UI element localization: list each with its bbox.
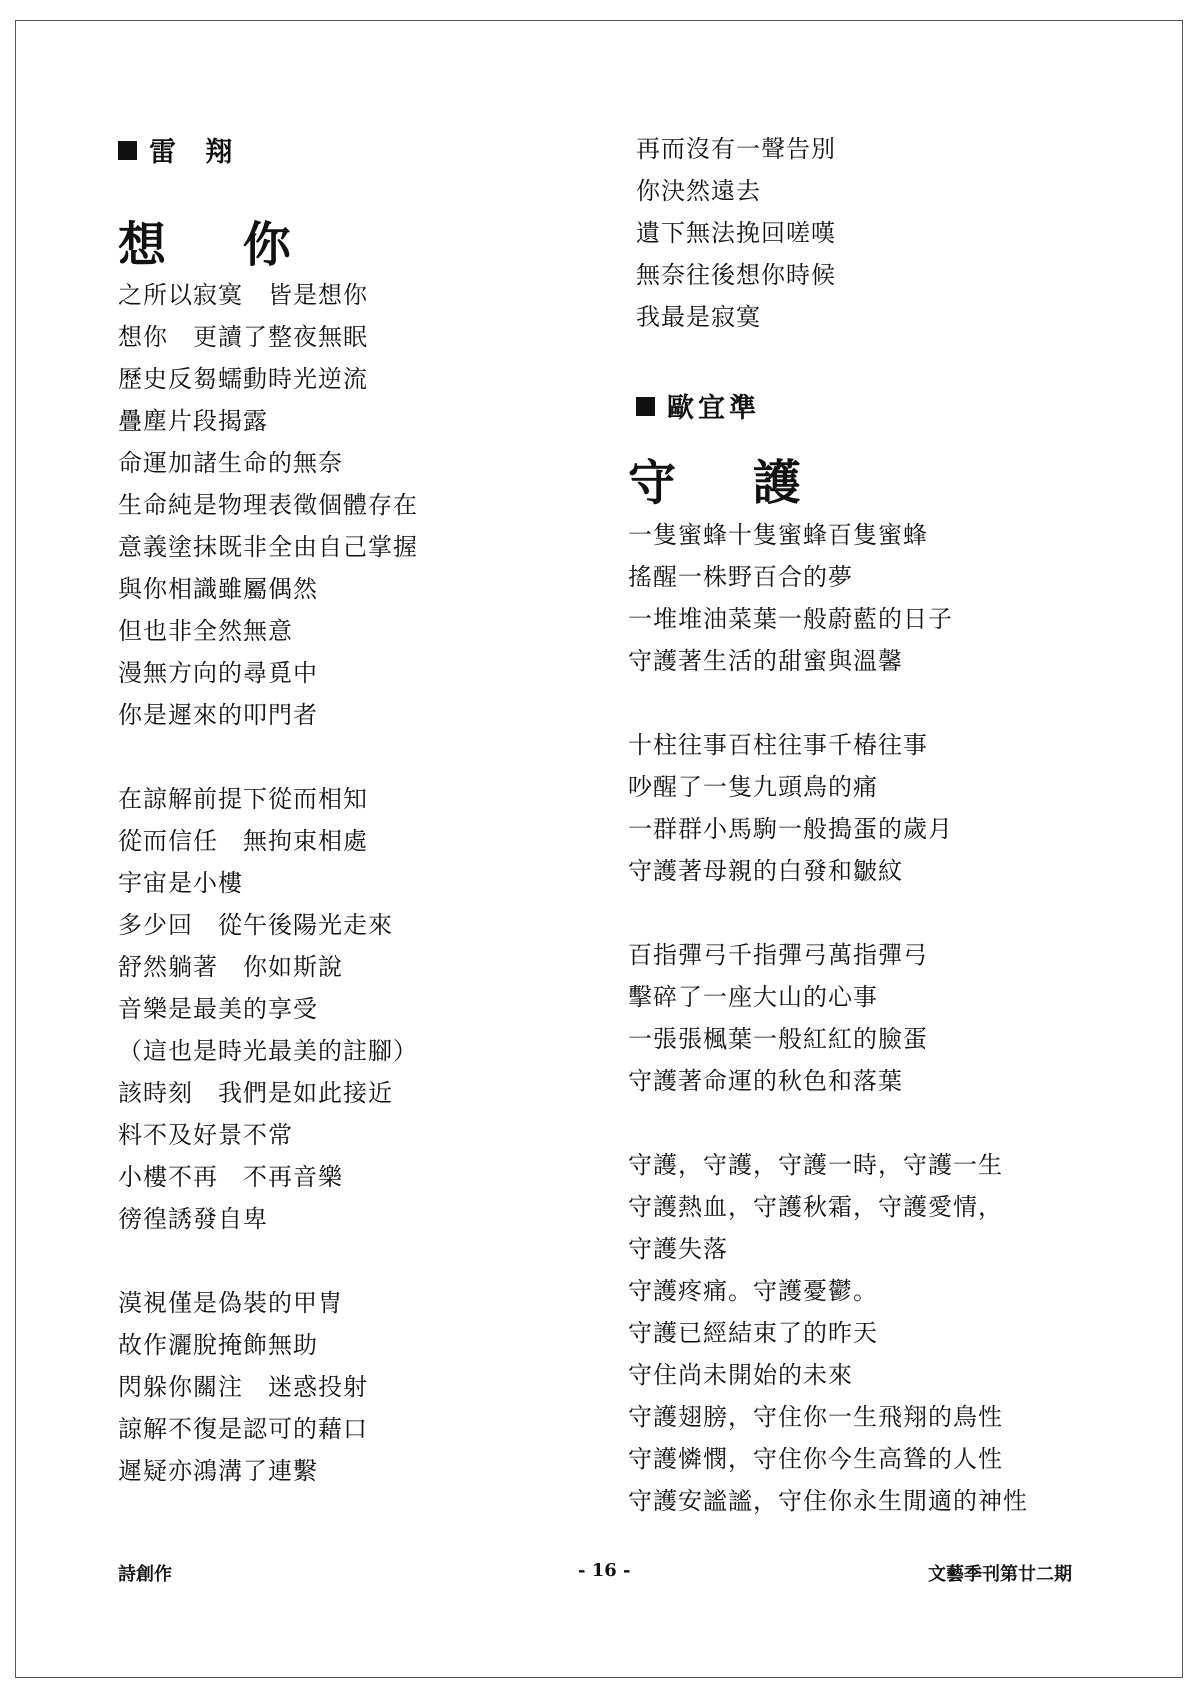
poem-line: 擊碎了一座大山的心事 <box>628 983 878 1011</box>
stanza-break <box>118 736 418 778</box>
poem-line: 多少回 從午後陽光走來 <box>118 911 393 939</box>
poem-line: 百指彈弓千指彈弓萬指彈弓 <box>628 941 928 969</box>
poem-line: 搖醒一株野百合的夢 <box>628 563 853 591</box>
poem-line: 一張張楓葉一般紅紅的臉蛋 <box>628 1025 928 1053</box>
poem-line: 諒解不復是認可的藉口 <box>118 1415 368 1443</box>
poem-line: 徬徨誘發自卑 <box>118 1205 268 1233</box>
poem-line: 在諒解前提下從而相知 <box>118 785 368 813</box>
poem-line: 守護著命運的秋色和落葉 <box>628 1067 903 1095</box>
poem-line: 遺下無法挽回嗟嘆 <box>636 219 836 247</box>
poem-line: 歷史反芻蠕動時光逆流 <box>118 365 368 393</box>
square-bullet-icon <box>636 397 655 416</box>
poem-line: 想你 更讀了整夜無眠 <box>118 323 368 351</box>
stanza-break <box>628 682 1028 724</box>
poem-line: 一群群小馬駒一般搗蛋的歲月 <box>628 815 953 843</box>
poem-line: 宇宙是小樓 <box>118 869 243 897</box>
poem-line: 守護著生活的甜蜜與溫馨 <box>628 647 903 675</box>
poem-line: 該時刻 我們是如此接近 <box>118 1079 393 1107</box>
poem-line: 遲疑亦鴻溝了連繫 <box>118 1457 318 1485</box>
poem-line: 但也非全然無意 <box>118 617 293 645</box>
poem-line: 與你相識雖屬偶然 <box>118 575 318 603</box>
author-byline <box>118 130 242 169</box>
poem-line: 故作灑脫掩飾無助 <box>118 1331 318 1359</box>
poem-lines <box>118 274 418 1492</box>
footer-publication: 文藝季刊第廿二期 <box>928 1564 1072 1585</box>
poem-line: 小樓不再 不再音樂 <box>118 1163 343 1191</box>
footer-section: 詩創作 <box>118 1564 172 1585</box>
poem-line: 守護安謐謐，守住你永生閒適的神性 <box>628 1487 1028 1515</box>
poem-continuation-lines <box>636 128 836 338</box>
poem-line: 守護熱血，守護秋霜，守護愛情， <box>628 1193 1003 1221</box>
poem-line: 漠視僅是偽裝的甲冑 <box>118 1289 343 1317</box>
poem-line: 命運加諸生命的無奈 <box>118 449 343 477</box>
poem-line: 我最是寂寞 <box>636 303 761 331</box>
stanza-break <box>628 1102 1028 1144</box>
poem-line: 十柱往事百柱往事千椿往事 <box>628 731 928 759</box>
poem-line: 從而信任 無拘束相處 <box>118 827 368 855</box>
poem-line: 守護，守護，守護一時，守護一生 <box>628 1151 1003 1179</box>
square-bullet-icon <box>118 141 137 160</box>
poem-line: 守護失落 <box>628 1235 728 1263</box>
poem-line: 料不及好景不常 <box>118 1121 293 1149</box>
author-name: 歐宜準 <box>667 393 760 424</box>
poem-line: 守護已經結束了的昨天 <box>628 1319 878 1347</box>
poem-line: 守護著母親的白發和皺紋 <box>628 857 903 885</box>
poem-line: 之所以寂寞 皆是想你 <box>118 281 368 309</box>
poem-line: 吵醒了一隻九頭鳥的痛 <box>628 773 878 801</box>
poem-line: 一隻蜜蜂十隻蜜蜂百隻蜜蜂 <box>628 521 928 549</box>
poem-line: 意義塗抹既非全由自己掌握 <box>118 533 418 561</box>
poem-line: 再而沒有一聲告別 <box>636 135 836 163</box>
poem-line: 守護疼痛。守護憂鬱。 <box>628 1277 878 1305</box>
footer-page-number: - 16 - <box>578 1560 631 1581</box>
poem-line: 漫無方向的尋覓中 <box>118 659 318 687</box>
poem-line: 你是遲來的叩門者 <box>118 701 318 729</box>
poem-line: （這也是時光最美的註腳） <box>118 1037 418 1065</box>
poem-line: 音樂是最美的享受 <box>118 995 318 1023</box>
author-name: 雷 翔 <box>149 137 243 168</box>
stanza-break <box>628 892 1028 934</box>
stanza-break <box>118 1240 418 1282</box>
poem-line: 守住尚未開始的未來 <box>628 1361 853 1389</box>
poem-line: 閃躲你關注 迷惑投射 <box>118 1373 368 1401</box>
poem-line: 無奈往後想你時候 <box>636 261 836 289</box>
poem-line: 守護憐憫，守住你今生高聳的人性 <box>628 1445 1003 1473</box>
poem-line: 舒然躺著 你如斯說 <box>118 953 343 981</box>
poem-line: 你決然遠去 <box>636 177 761 205</box>
poem-line: 守護翅膀，守住你一生飛翔的鳥性 <box>628 1403 1003 1431</box>
author-byline <box>636 386 760 425</box>
poem-title: 想 你 <box>118 217 321 273</box>
poem-line: 疊塵片段揭露 <box>118 407 268 435</box>
poem-line: 一堆堆油菜葉一般蔚藍的日子 <box>628 605 953 633</box>
poem-lines <box>628 514 1028 1522</box>
poem-line: 生命純是物理表徵個體存在 <box>118 491 418 519</box>
poem-title: 守 護 <box>628 455 831 511</box>
